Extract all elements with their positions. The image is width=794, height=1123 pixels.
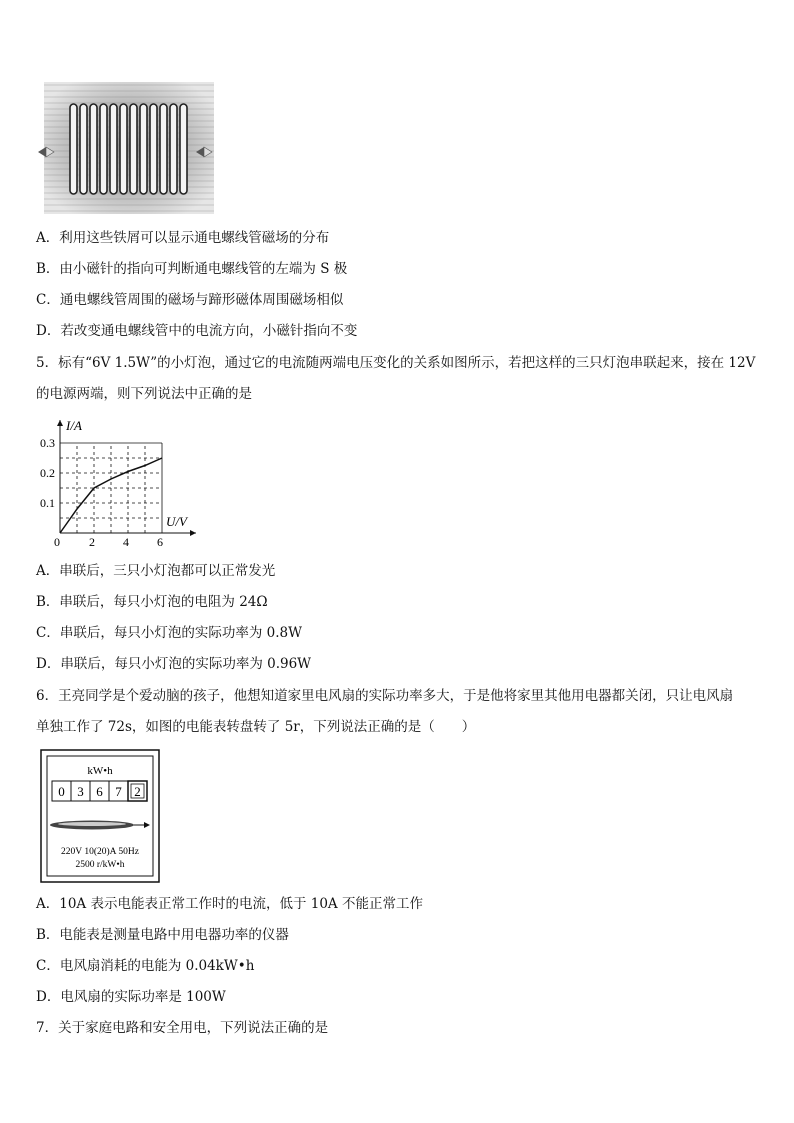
q5-option-b: B．串联后，每只小灯泡的电阻为 24Ω: [36, 594, 268, 610]
q4-option-a: A．利用这些铁屑可以显示通电螺线管磁场的分布: [36, 230, 330, 246]
q6-stem-line2: 单独工作了 72s，如图的电能表转盘转了 5r，下列说法正确的是（ ）: [36, 719, 476, 735]
q4-option-c: C．通电螺线管周围的磁场与蹄形磁体周围磁场相似: [36, 292, 344, 308]
meter-unit: kW•h: [87, 765, 113, 777]
coil-ring: [90, 104, 97, 194]
q5-option-c: C．串联后，每只小灯泡的实际功率为 0.8W: [36, 625, 302, 641]
coil-ring: [100, 104, 107, 194]
meter-digit-3: 6: [96, 784, 103, 799]
meter-spec-line2: 2500 r/kW•h: [75, 860, 125, 870]
coil-ring: [130, 104, 137, 194]
meter-spec-line1: 220V 10(20)A 50Hz: [61, 847, 139, 857]
q6-option-c: C．电风扇消耗的电能为 0.04kW•h: [36, 958, 255, 974]
coil-ring: [70, 104, 77, 194]
coil-ring: [180, 104, 187, 194]
meter-digit-2: 3: [77, 784, 84, 799]
meter-digit-5: 2: [134, 784, 141, 799]
coil-ring: [160, 104, 167, 194]
meter-digit-1: 0: [58, 784, 65, 799]
q4-option-d: D．若改变通电螺线管中的电流方向，小磁针指向不变: [36, 323, 358, 339]
coil-ring: [110, 104, 117, 194]
q6-option-b: B．电能表是测量电路中用电器功率的仪器: [36, 927, 289, 943]
energy-meter-figure: [40, 749, 160, 883]
q5-stem-line2: 的电源两端，则下列说法中正确的是: [36, 386, 252, 402]
q5-option-d: D．串联后，每只小灯泡的实际功率为 0.96W: [36, 656, 312, 672]
q5-option-a: A．串联后，三只小灯泡都可以正常发光: [36, 563, 276, 579]
coil-ring: [140, 104, 147, 194]
iu-chart: [36, 414, 206, 552]
x-tick-4: 4: [123, 535, 129, 549]
coil-ring: [170, 104, 177, 194]
q5-stem-line1: 5．标有“6V 1.5W”的小灯泡，通过它的电流随两端电压变化的关系如图所示，若把这样的三只灯泡串联起来，接在 12V: [36, 355, 756, 371]
meter-digit-4: 7: [115, 784, 122, 799]
q6-option-d: D．电风扇的实际功率是 100W: [36, 989, 226, 1005]
coil-ring: [120, 104, 127, 194]
q7-stem: 7．关于家庭电路和安全用电，下列说法正确的是: [36, 1020, 329, 1036]
y-tick-02: 0.2: [40, 466, 55, 480]
x-axis-label: U/V: [166, 514, 187, 529]
left-compass-needle: [38, 147, 46, 157]
x-tick-2: 2: [89, 535, 95, 549]
meter-digit-row: [52, 781, 147, 801]
y-tick-01: 0.1: [40, 496, 55, 510]
coil-ring: [80, 104, 87, 194]
q4-option-b: B．由小磁针的指向可判断通电螺线管的左端为 S 极: [36, 261, 348, 277]
y-axis-label: I/A: [66, 418, 82, 433]
x-tick-0: 0: [54, 535, 60, 549]
q6-stem-line1: 6．王亮同学是个爱动脑的孩子，他想知道家里电风扇的实际功率多大，于是他将家里其他用电器都关闭，只让电风扇: [36, 688, 734, 704]
y-tick-03: 0.3: [40, 436, 55, 450]
x-tick-6: 6: [157, 535, 163, 549]
q6-option-a: A．10A 表示电能表正常工作时的电流，低于 10A 不能正常工作: [36, 896, 423, 912]
coil-ring: [150, 104, 157, 194]
solenoid-iron-filings-figure: [36, 82, 220, 216]
